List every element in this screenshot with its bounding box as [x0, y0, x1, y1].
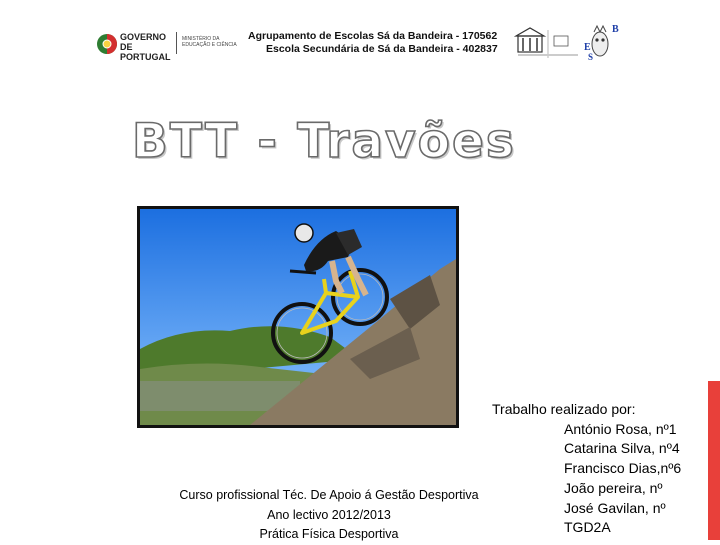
school-line1: Agrupamento de Escolas Sá da Bandeira - 170562	[248, 30, 498, 42]
authors-heading: Trabalho realizado por:	[492, 401, 636, 417]
governo-portugal-logo	[96, 30, 176, 60]
author-item: Francisco Dias,nº6	[564, 460, 682, 477]
mountain-biker-image	[140, 209, 456, 425]
class-label: TGD2A	[564, 519, 611, 536]
esb-letter-e: E	[584, 42, 591, 53]
gov-logo-line1: GOVERNO DE	[120, 32, 167, 52]
slide-title: BTT - Travões	[132, 114, 516, 169]
gov-logo-text	[120, 32, 176, 62]
slide-header	[96, 22, 626, 66]
school-line2: Escola Secundária de Sá da Bandeira - 402837	[266, 43, 498, 55]
mountain-bike-photo	[137, 206, 459, 428]
header-divider	[176, 32, 177, 54]
author-item: José Gavilan, nº	[564, 499, 666, 516]
esb-letter-b: B	[612, 24, 619, 35]
esb-school-logo-icon	[582, 22, 622, 64]
accent-bar	[708, 381, 720, 540]
subject-line: Prática Física Desportiva	[259, 527, 399, 541]
school-name	[248, 30, 498, 56]
school-year-line: Ano lectivo 2012/2013	[267, 507, 391, 522]
course-line: Curso profissional Téc. De Apoio á Gestão Desportiva	[179, 488, 479, 502]
author-item: João pereira, nº	[564, 479, 663, 496]
author-item: António Rosa, nº1	[564, 420, 677, 437]
authors-block	[492, 400, 681, 538]
gov-logo-line2: PORTUGAL	[120, 52, 171, 62]
author-item: Catarina Silva, nº4	[564, 440, 680, 457]
course-info	[158, 486, 500, 545]
ministry-text: MINISTÉRIO DA EDUCAÇÃO E CIÊNCIA	[182, 36, 237, 48]
portugal-emblem-icon	[96, 30, 118, 58]
esb-letter-s: S	[588, 52, 594, 62]
